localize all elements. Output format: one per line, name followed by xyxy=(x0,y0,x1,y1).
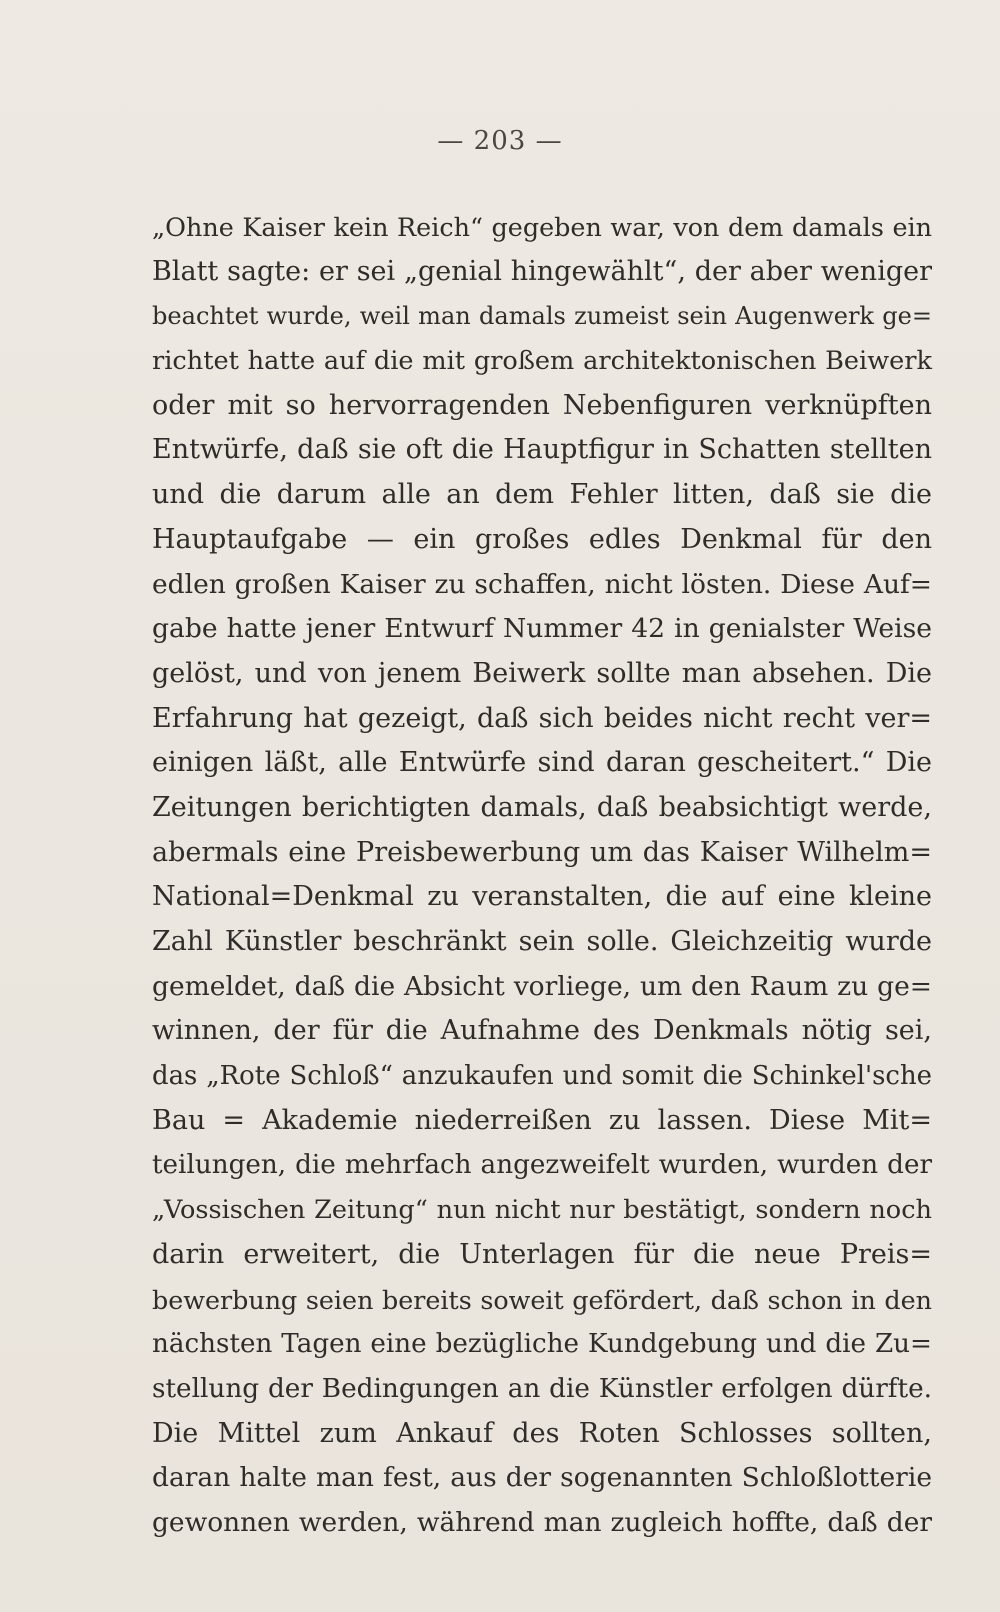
text-line: Zahl Künstler beschränkt sein solle. Gleichzeitig wurde xyxy=(152,926,932,957)
text-line: Blatt sagte: er sei „genial hingewählt“, der aber weniger xyxy=(152,255,932,287)
text-line: winnen, der für die Aufnahme des Denkmals nötig sei, xyxy=(152,1015,932,1047)
text-line: teilungen, die mehrfach angezweifelt wurden, wurden der xyxy=(152,1150,932,1181)
body-text xyxy=(152,205,932,1546)
text-line: Bau = Akademie niederreißen zu lassen. Diese Mit= xyxy=(152,1104,932,1136)
text-line: beachtet wurde, weil man damals zumeist sein Augenwerk ge= xyxy=(152,302,932,331)
text-line: Erfahrung hat gezeigt, daß sich beides nicht recht ver= xyxy=(152,702,932,734)
text-line: gabe hatte jener Entwurf Nummer 42 in genialster Weise xyxy=(152,613,932,645)
text-line: Hauptaufgabe — ein großes edles Denkmal für den xyxy=(152,523,932,555)
page-number: — 203 — xyxy=(437,126,563,156)
text-line: nächsten Tagen eine bezügliche Kundgebung und die Zu= xyxy=(152,1329,932,1360)
text-line: darin erweitert, die Unterlagen für die neue Preis= xyxy=(152,1238,932,1270)
text-line: daran halte man fest, aus der sogenannten Schloßlotterie xyxy=(152,1462,932,1494)
text-line: Entwürfe, daß sie oft die Hauptfigur in Schatten stellten xyxy=(152,434,932,466)
text-line: einigen läßt, alle Entwürfe sind daran gescheitert.“ Die xyxy=(152,747,932,779)
text-line: „Vossischen Zeitung“ nun nicht nur bestätigt, sondern noch xyxy=(152,1195,932,1226)
text-line: gewonnen werden, während man zugleich hoffte, daß der xyxy=(152,1506,932,1538)
text-line: stellung der Bedingungen an die Künstler erfolgen dürfte. xyxy=(152,1373,932,1404)
text-line: gelöst, und von jenem Beiwerk sollte man absehen. Die xyxy=(152,657,932,689)
text-line: richtet hatte auf die mit großem architektonischen Beiwerk xyxy=(152,346,932,377)
text-line: oder mit so hervorragenden Nebenfiguren verknüpften xyxy=(152,389,932,421)
text-line: bewerbung seien bereits soweit gefördert, daß schon in den xyxy=(152,1284,932,1315)
text-line: und die darum alle an dem Fehler litten, daß sie die xyxy=(152,479,932,511)
text-line: Die Mittel zum Ankauf des Roten Schlosses sollten, xyxy=(152,1417,932,1449)
text-line: edlen großen Kaiser zu schaffen, nicht lösten. Diese Auf= xyxy=(152,568,932,600)
text-line: National=Denkmal zu veranstalten, die auf eine kleine xyxy=(152,881,932,913)
text-line: Zeitungen berichtigten damals, daß beabsichtigt werde, xyxy=(152,791,932,823)
text-line: das „Rote Schloß“ anzukaufen und somit die Schinkel'sche xyxy=(152,1061,932,1092)
text-line: gemeldet, daß die Absicht vorliege, um den Raum zu ge= xyxy=(152,970,932,1002)
text-line: „Ohne Kaiser kein Reich“ gegeben war, von dem damals ein xyxy=(152,212,932,242)
text-line: abermals eine Preisbewerbung um das Kaiser Wilhelm= xyxy=(152,836,932,868)
